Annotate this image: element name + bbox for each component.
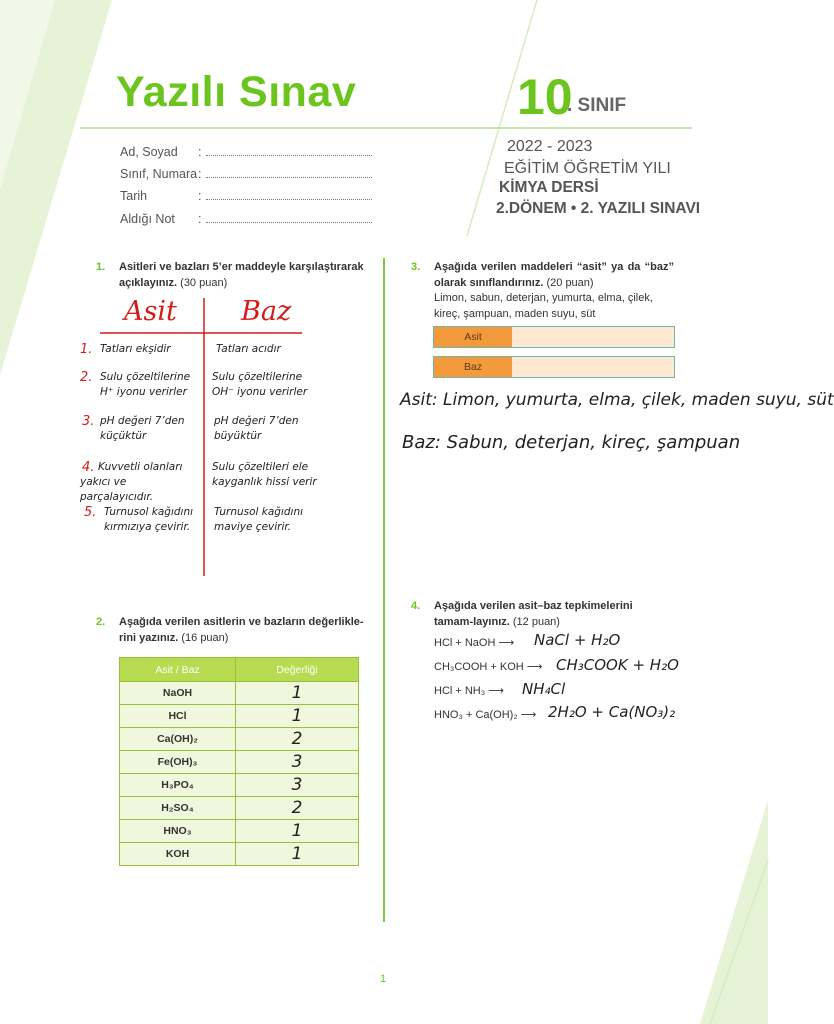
grade-suffix: . SINIF xyxy=(567,95,627,116)
info-name-row: Ad, Soyad : xyxy=(120,145,372,159)
table-row: KOH 1 xyxy=(120,843,359,866)
q1-row-number: 5. xyxy=(84,505,97,520)
reaction-2-left: CH₃COOH + KOH ⟶ xyxy=(434,661,543,673)
q1-base-heading: Baz xyxy=(241,296,292,327)
q1-acid-cell: pH değeri 7’den küçüktür xyxy=(100,415,185,442)
q1-base-cell: pH değeri 7’den büyüktür xyxy=(214,415,299,442)
q4-points: (12 puan) xyxy=(512,616,560,628)
q1-base-cell: Tatları acıdır xyxy=(216,343,281,355)
table-row: Fe(OH)₃ 3 xyxy=(120,751,359,774)
base-answer-box xyxy=(433,356,675,378)
q1-acid-cell: Sulu çözeltilerine H⁺ iyonu verirler xyxy=(100,371,191,398)
q1-acid-cell: Tatları ekşidir xyxy=(100,343,171,355)
reaction-3-answer: NH₄Cl xyxy=(522,680,566,698)
base-box-label: Baz xyxy=(434,357,512,377)
q1-row-number: 4. xyxy=(82,460,95,475)
info-label: Ad, Soyad xyxy=(120,145,178,159)
reaction-4-answer: 2H₂O + Ca(NO₃)₂ xyxy=(548,703,676,721)
year-label: EĞİTİM ÖĞRETİM YILI xyxy=(504,160,671,177)
q3-items-line1: Limon, sabun, deterjan, yumurta, elma, çilek, xyxy=(434,292,653,304)
info-class-row: Sınıf, Numara: xyxy=(120,167,372,181)
reaction-1-left: HCl + NaOH ⟶ xyxy=(434,637,515,649)
q1-acid-cell: Kuvvetli olanları yakıcı ve parçalayıcıdır. xyxy=(80,461,183,503)
page-number: 1 xyxy=(380,973,387,985)
base-box-value xyxy=(512,357,674,377)
q1-points: (30 puan) xyxy=(180,277,228,289)
info-blank xyxy=(206,146,372,156)
q1-acid-cell: Turnusol kağıdını kırmızıya çevirir. xyxy=(104,506,194,533)
q2-points: (16 puan) xyxy=(181,632,229,644)
info-label: Aldığı Not xyxy=(120,212,175,226)
table-row: HCl 1 xyxy=(120,705,359,728)
q1-base-cell: Sulu çözeltileri ele kayganlık hissi verir xyxy=(212,461,317,488)
q3-prompt: Aşağıda verilen maddeleri “asit” ya da “baz” olarak sınıflandırınız. xyxy=(434,261,674,289)
reaction-4-left: HNO₃ + Ca(OH)₂ ⟶ xyxy=(434,709,537,721)
q2-text xyxy=(119,614,364,646)
info-label: Sınıf, Numara xyxy=(120,167,198,181)
acid-answer-box xyxy=(433,326,675,348)
q2-prompt: Aşağıda verilen asitlerin ve bazların değerlikle-rini yazınız. xyxy=(119,616,364,644)
info-label: Tarih xyxy=(120,189,148,203)
q1-acid-heading: Asit xyxy=(124,296,177,327)
q1-number: 1. xyxy=(96,261,106,273)
q4-number: 4. xyxy=(411,600,421,612)
acid-box-label: Asit xyxy=(434,327,512,347)
q3-acid-answer: Asit: Limon, yumurta, elma, çilek, maden suyu, süt xyxy=(400,390,834,410)
reaction-2-answer: CH₃COOK + H₂O xyxy=(556,656,679,674)
q1-row-number: 3. xyxy=(82,414,95,429)
q1-base-cell: Turnusol kağıdını maviye çevirir. xyxy=(214,506,304,533)
q3-base-answer: Baz: Sabun, deterjan, kireç, şampuan xyxy=(402,432,741,453)
q4-text xyxy=(434,598,674,630)
acid-box-value xyxy=(512,327,674,347)
reaction-3-left: HCl + NH₃ ⟶ xyxy=(434,685,505,697)
info-blank xyxy=(206,190,372,200)
table-row: HNO₃ 1 xyxy=(120,820,359,843)
grade-number: 10 xyxy=(517,69,573,125)
q1-prompt: Asitleri ve bazları 5’er maddeyle karşılaştırarak açıklayınız. xyxy=(119,261,364,289)
q3-points: (20 puan) xyxy=(546,277,594,289)
term: 2.DÖNEM • 2. YAZILI SINAVI xyxy=(496,200,701,217)
school-year: 2022 - 2023 xyxy=(507,138,593,155)
info-grade-row: Aldığı Not : xyxy=(120,212,372,226)
q3-items-line2: kireç, şampuan, maden suyu, süt xyxy=(434,308,596,320)
q3-number: 3. xyxy=(411,261,421,273)
table-row: H₂SO₄ 2 xyxy=(120,797,359,820)
exam-title: Yazılı Sınav xyxy=(116,68,357,116)
subject: KİMYA DERSİ xyxy=(499,179,599,196)
info-date-row: Tarih : xyxy=(120,189,372,203)
info-blank xyxy=(206,168,372,178)
table-row: H₃PO₄ 3 xyxy=(120,774,359,797)
table-row: NaOH 1 xyxy=(120,682,359,705)
q4-prompt: Aşağıda verilen asit–baz tepkimelerini tamam-layınız. xyxy=(434,600,633,628)
table-header: Değerliği xyxy=(236,658,359,682)
header-divider xyxy=(80,127,692,129)
q1-row-number: 2. xyxy=(80,370,93,385)
q2-number: 2. xyxy=(96,616,106,628)
q1-base-cell: Sulu çözeltilerine OH⁻ iyonu verirler xyxy=(212,371,308,398)
reaction-1-answer: NaCl + H₂O xyxy=(534,631,621,649)
table-header: Asit / Baz xyxy=(120,658,236,682)
q1-row-number: 1. xyxy=(80,342,93,357)
column-divider xyxy=(383,258,385,922)
q3-text xyxy=(434,259,674,291)
table-row: Ca(OH)₂ 2 xyxy=(120,728,359,751)
q1-text xyxy=(119,259,364,291)
info-blank xyxy=(206,213,372,223)
valence-table xyxy=(119,657,359,866)
